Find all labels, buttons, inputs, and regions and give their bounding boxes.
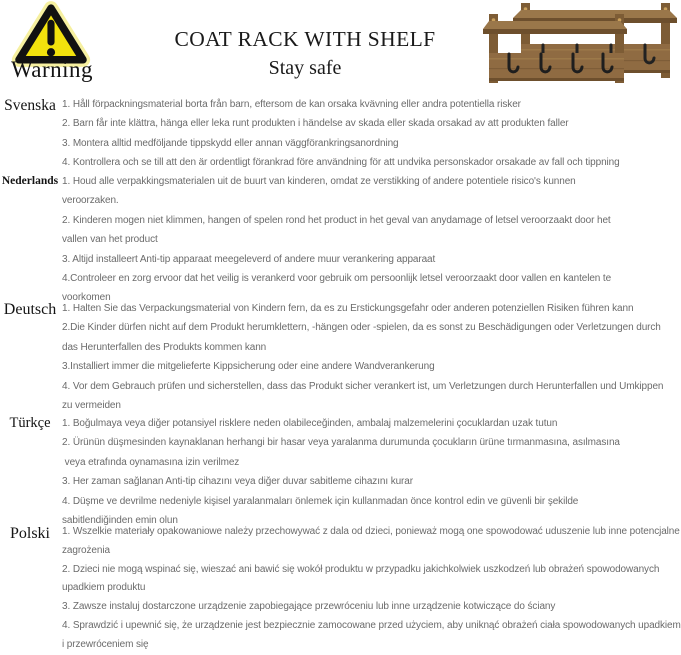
language-label-nederlands: Nederlands	[1, 175, 59, 187]
instruction-line: sabitlendiğinden emin olun	[62, 515, 178, 527]
instruction-line: 1. Wszelkie materiały opakowaniowe należy przechowywać z dala od dzieci, ponieważ mogą one spowodować uduszenie lub inne potencjalne	[62, 526, 680, 537]
instruction-line: i przewróceniem się	[62, 638, 149, 650]
instructions-deutsch	[62, 299, 679, 415]
language-label-turkce: Türkçe	[9, 415, 51, 431]
instruction-line: 2. Ürünün düşmesinden kaynaklanan herhangi bir hasar veya yaralanma durumunda çocukların ürüne tırmanmasına, asılmasına	[62, 437, 620, 449]
instruction-line: 1. Boğulmaya veya diğer potansiyel risklere neden olabileceğinden, ambalaj malzemelerini çocuklardan uzak tutun	[62, 418, 558, 429]
exclamation-dot	[47, 48, 55, 56]
instruction-line: 2. Kinderen mogen niet klimmen, hangen of spelen rond het product in het geval van anydamage of letsel veroorzaakt door het	[62, 214, 611, 226]
instructions-turkce	[62, 414, 679, 530]
page-subtitle: Stay safe	[268, 57, 342, 79]
coat-rack-product-image	[455, 0, 679, 95]
instruction-line: 3.Installiert immer die mitgelieferte Kippsicherung oder eine andere Wandverankerung	[62, 361, 435, 373]
instruction-line: 4.Controleer en zorg ervoor dat het veilig is verankerd voor gebruik om persoonlijk letsel veroorzaakt door vallen en kantelen te	[62, 273, 612, 285]
instruction-line: 4. Vor dem Gebrauch prüfen und sicherstellen, dass das Produkt sicher verankert ist, um Verletzungen durch Herunterfallen und Umkippen	[62, 380, 664, 392]
instruction-line: 4. Düşme ve devrilme nedeniyle kişisel yaralanmaları önlemek için kullanmadan önce kontrol edin ve güvenli bir şekilde	[62, 495, 579, 507]
instruction-line: 4. Kontrollera och se till att den är ordentligt förankrad före användning för att undvika personskador orsakade av fall och tippning	[62, 157, 620, 169]
instruction-line: 3. Her zaman sağlanan Anti-tip cihazını veya diğer duvar sabitleme cihazını kurar	[62, 476, 413, 488]
instruction-line: zu vermeiden	[62, 400, 121, 412]
instruction-line: 1. Håll förpackningsmaterial borta från barn, eftersom de kan orsaka kvävning eller andra potentiella risker	[62, 99, 521, 110]
language-label-svenska: Svenska	[4, 97, 56, 114]
instruction-line: vallen van het product	[62, 234, 158, 246]
instruction-line: 2. Barn får inte klättra, hänga eller leka runt produkten i händelse av skada eller skada orsakad av att produkten faller	[62, 118, 569, 130]
warning-label: Warning	[10, 57, 94, 82]
instruction-line: voorkomen	[62, 292, 111, 304]
instruction-line: veroorzaken.	[62, 195, 119, 207]
instructions-nederlands	[62, 172, 679, 308]
instruction-line: 3. Altijd installeert Anti-tip apparaat meegeleverd of andere muur verankering apparaat	[62, 253, 436, 265]
instruction-line: 4. Sprawdzić i upewnić się, że urządzenie jest bezpiecznie zamocowane przed użyciem, aby uniknąć obrażeń ciała spowodowanych upadkiem	[62, 619, 681, 631]
instruction-line: zagrożenia	[62, 544, 110, 556]
instruction-line: 2.Die Kinder dürfen nicht auf dem Produkt herumklettern, -hängen oder -spielen, da es sonst zu Beschädigungen oder Verletzungen durch	[62, 322, 661, 334]
instruction-line: 1. Halten Sie das Verpackungsmaterial von Kindern fern, da es zu Erstickungsgefahr oder anderen potenziellen Risiken führen kann	[62, 303, 634, 314]
language-label-deutsch: Deutsch	[3, 301, 57, 318]
instruction-line: 2. Dzieci nie mogą wspinać się, wieszać ani bawić się wokół produktu w przypadku jakichkolwiek uszkodzeń lub obrażeń spowodowanych	[62, 563, 660, 575]
instruction-line: upadkiem produktu	[62, 582, 146, 594]
instruction-line: veya etrafında oynamasına izin verilmez	[62, 456, 240, 468]
instructions-svenska	[62, 95, 679, 173]
instruction-line: das Herunterfallen des Produkts kommen kann	[62, 341, 267, 353]
instruction-line: 1. Houd alle verpakkingsmaterialen uit de buurt van kinderen, omdat ze verstikking of andere potentiele risico's kunnen	[62, 176, 576, 187]
page-title: COAT RACK WITH SHELF	[174, 27, 436, 51]
instructions-polski	[62, 523, 679, 655]
warning-block	[0, 0, 110, 92]
instruction-line: 3. Montera alltid medföljande tippskydd eller annan väggförankringsanordning	[62, 137, 399, 149]
instruction-line: 3. Zawsze instaluj dostarczone urządzenie zapobiegające przewróceniu lub inne urządzenie kotwiczące do ściany	[62, 601, 556, 613]
language-label-polski: Polski	[9, 525, 50, 542]
